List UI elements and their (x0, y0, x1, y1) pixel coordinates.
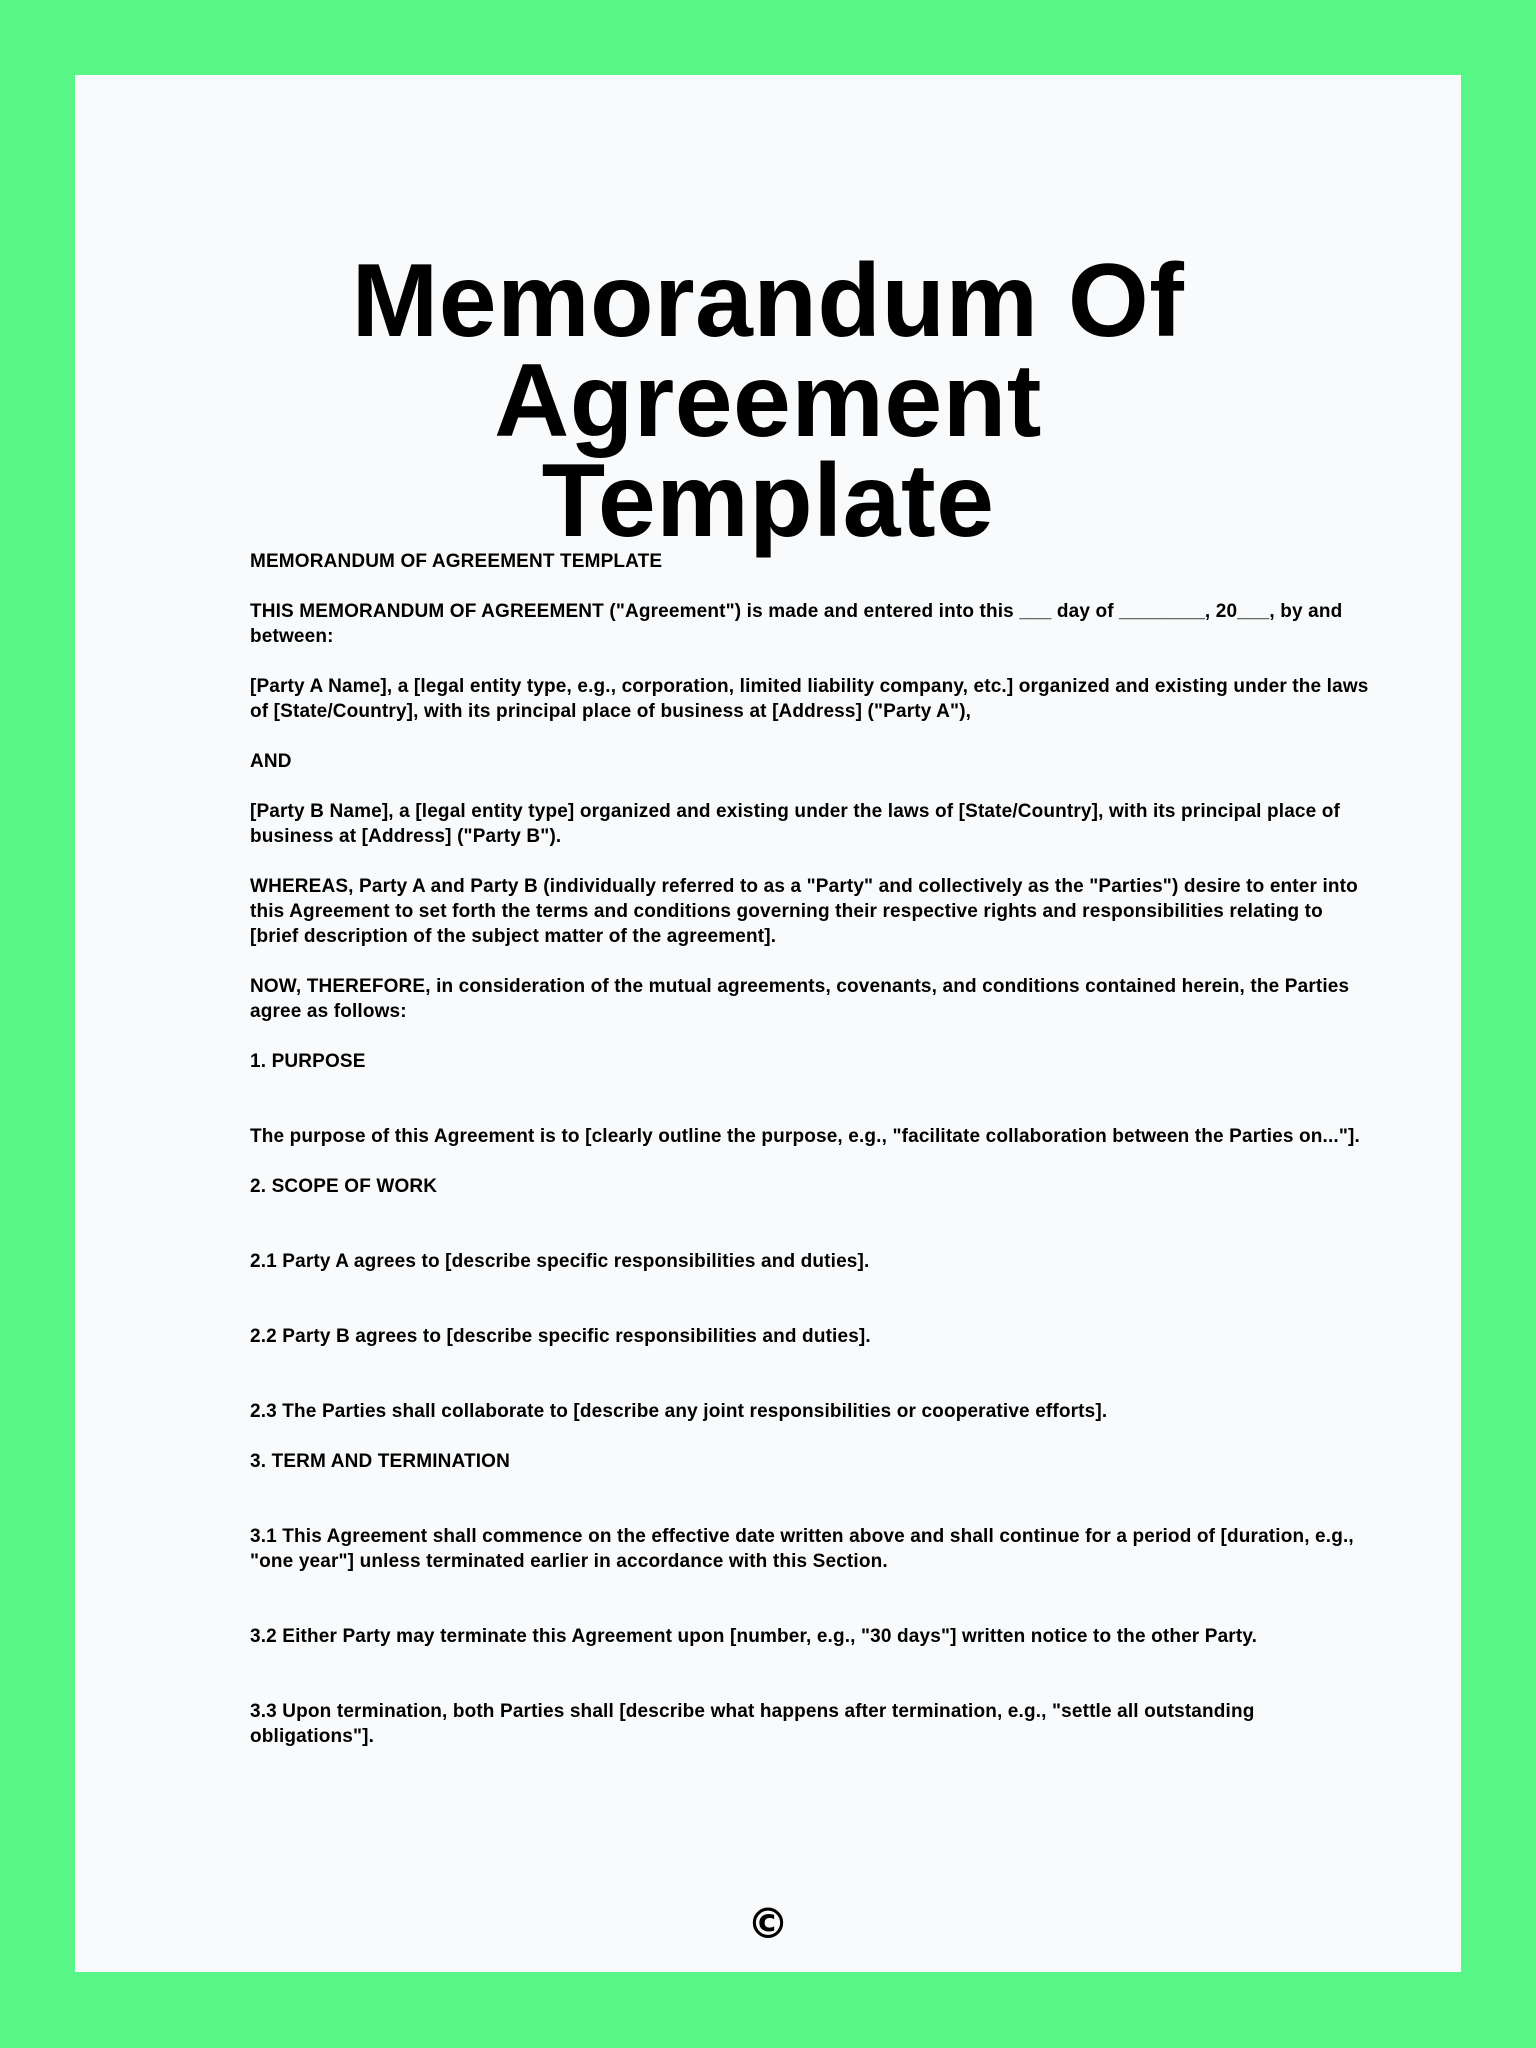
copyright-icon: © (747, 1899, 789, 1948)
page-title-line-2: Template (541, 443, 995, 559)
party-a-paragraph: [Party A Name], a [legal entity type, e.g., corporation, limited liability company, etc.] organized and existing under the laws of [State/Country], with its principal place of business at [Address] ("Party A"), (250, 676, 1369, 722)
section-paragraph-purpose: The purpose of this Agreement is to [clearly outline the purpose, e.g., "facilitate collaboration between the Parties on..."]. (250, 1126, 1360, 1147)
section-paragraph-3-2: 3.2 Either Party may terminate this Agreement upon [number, e.g., "30 days"] written notice to the other Party. (250, 1626, 1258, 1647)
now-therefore-paragraph: NOW, THEREFORE, in consideration of the mutual agreements, covenants, and conditions contained herein, the Parties agree as follows: (250, 976, 1350, 1022)
section-paragraph-2-2: 2.2 Party B agrees to [describe specific responsibilities and duties]. (250, 1326, 871, 1347)
section-paragraph-3-3: 3.3 Upon termination, both Parties shall [describe what happens after termination, e.g., "settle all outstanding obligations"]. (250, 1701, 1255, 1747)
document-heading: MEMORANDUM OF AGREEMENT TEMPLATE (250, 551, 663, 572)
section-paragraph-2-1: 2.1 Party A agrees to [describe specific responsibilities and duties]. (250, 1251, 870, 1272)
page-title (75, 243, 1461, 559)
document-body (250, 549, 1370, 1749)
whereas-paragraph: WHEREAS, Party A and Party B (individually referred to as a "Party" and collectively as the "Parties") desire to enter into this Agreement to set forth the terms and conditions governing their respective rights and responsibilities relating to [brief description of the subject matter of the agreement]. (250, 876, 1358, 947)
party-b-paragraph: [Party B Name], a [legal entity type] organized and existing under the laws of [State/Country], with its principal place of business at [Address] ("Party B"). (250, 801, 1341, 847)
section-heading-purpose: 1. PURPOSE (250, 1051, 366, 1072)
page-title-line-1: Memorandum Of Agreement (351, 243, 1185, 459)
intro-paragraph: THIS MEMORANDUM OF AGREEMENT ("Agreement") is made and entered into this ___ day of ________, 20___, by and between: (250, 601, 1343, 647)
and-separator: AND (250, 751, 292, 772)
section-heading-term: 3. TERM AND TERMINATION (250, 1451, 510, 1472)
section-heading-scope: 2. SCOPE OF WORK (250, 1176, 438, 1197)
section-paragraph-2-3: 2.3 The Parties shall collaborate to [describe any joint responsibilities or cooperative efforts]. (250, 1401, 1108, 1422)
document-page (75, 75, 1461, 1972)
section-paragraph-3-1: 3.1 This Agreement shall commence on the effective date written above and shall continue for a period of [duration, e.g., "one year"] unless terminated earlier in accordance with this Section. (250, 1526, 1354, 1572)
